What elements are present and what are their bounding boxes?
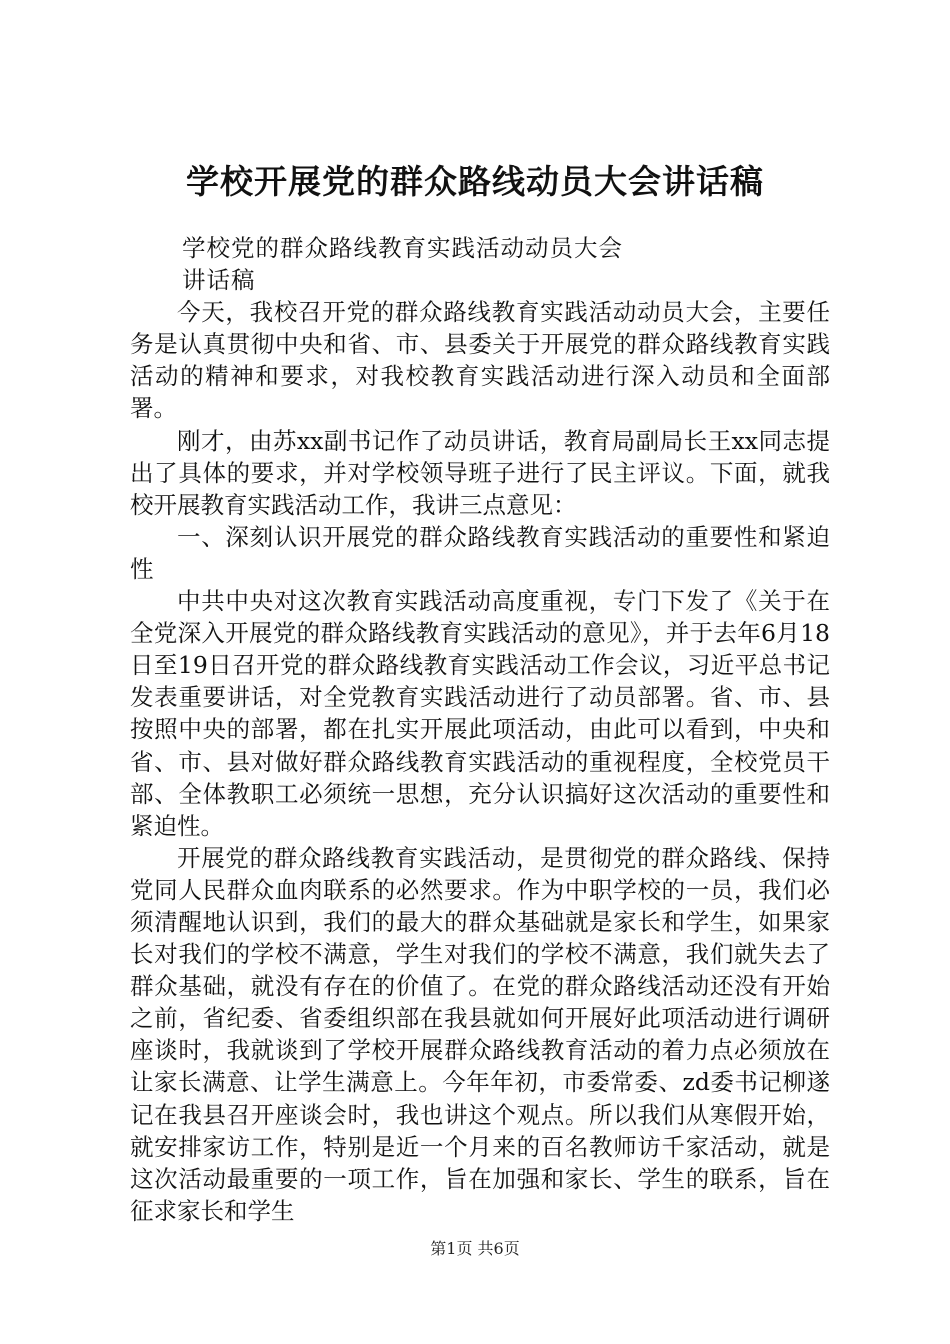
document-body: [130, 232, 830, 1227]
document-title: 学校开展党的群众路线动员大会讲话稿: [186, 162, 764, 201]
section-heading-one: 一、深刻认识开展党的群众路线教育实践活动的重要性和紧迫性: [130, 522, 830, 583]
paragraph-central-committee: 中共中央对这次教育实践活动高度重视，专门下发了《关于在全党深入开展党的群众路线教育实践活动的意见》，并于去年6月18日至19日召开党的群众路线教育实践活动工作会议，习近平总书记发表重要讲话，对全党教育实践活动进行了动员部署。省、市、县按照中央的部署，都在扎实开展此项活动，由此可以看到，中央和省、市、县对做好群众路线教育实践活动的重视程度，全校党员干部、全体教职工必须统一思想，充分认识搞好这次活动的重要性和紧迫性。: [130, 587, 830, 840]
page-number: 第1页 共6页: [430, 1239, 520, 1258]
paragraph-opening: 今天，我校召开党的群众路线教育实践活动动员大会，主要任务是认真贯彻中央和省、市、县委关于开展党的群众路线教育实践活动的精神和要求，对我校教育实践活动进行深入动员和全面部署。: [130, 298, 830, 423]
paragraph-mass-line: 开展党的群众路线教育实践活动，是贯彻党的群众路线、保持党同人民群众血肉联系的必然要求。作为中职学校的一员，我们必须清醒地认识到，我们的最大的群众基础就是家长和学生，如果家长对我们的学校不满意，学生对我们的学校不满意，我们就失去了群众基础，就没有存在的价值了。在党的群众路线活动还没有开始之前，省纪委、省委组织部在我县就如何开展好此项活动进行调研座谈时，我就谈到了学校开展群众路线教育活动的着力点必须放在让家长满意、让学生满意上。今年年初，市委常委、zd委书记柳遂记在我县召开座谈会时，我也讲这个观点。所以我们从寒假开始，就安排家访工作，特别是近一个月来的百名教师访千家活动，就是这次活动最重要的一项工作，旨在加强和家长、学生的联系，旨在征求家长和学生: [130, 843, 830, 1225]
document-subtitle: 学校党的群众路线教育实践活动动员大会讲话稿: [182, 234, 623, 295]
paragraph-introduction: 刚才，由苏xx副书记作了动员讲话，教育局副局长王xx同志提出了具体的要求，并对学校领导班子进行了民主评议。下面，就我校开展教育实践活动工作，我讲三点意见：: [130, 426, 830, 519]
